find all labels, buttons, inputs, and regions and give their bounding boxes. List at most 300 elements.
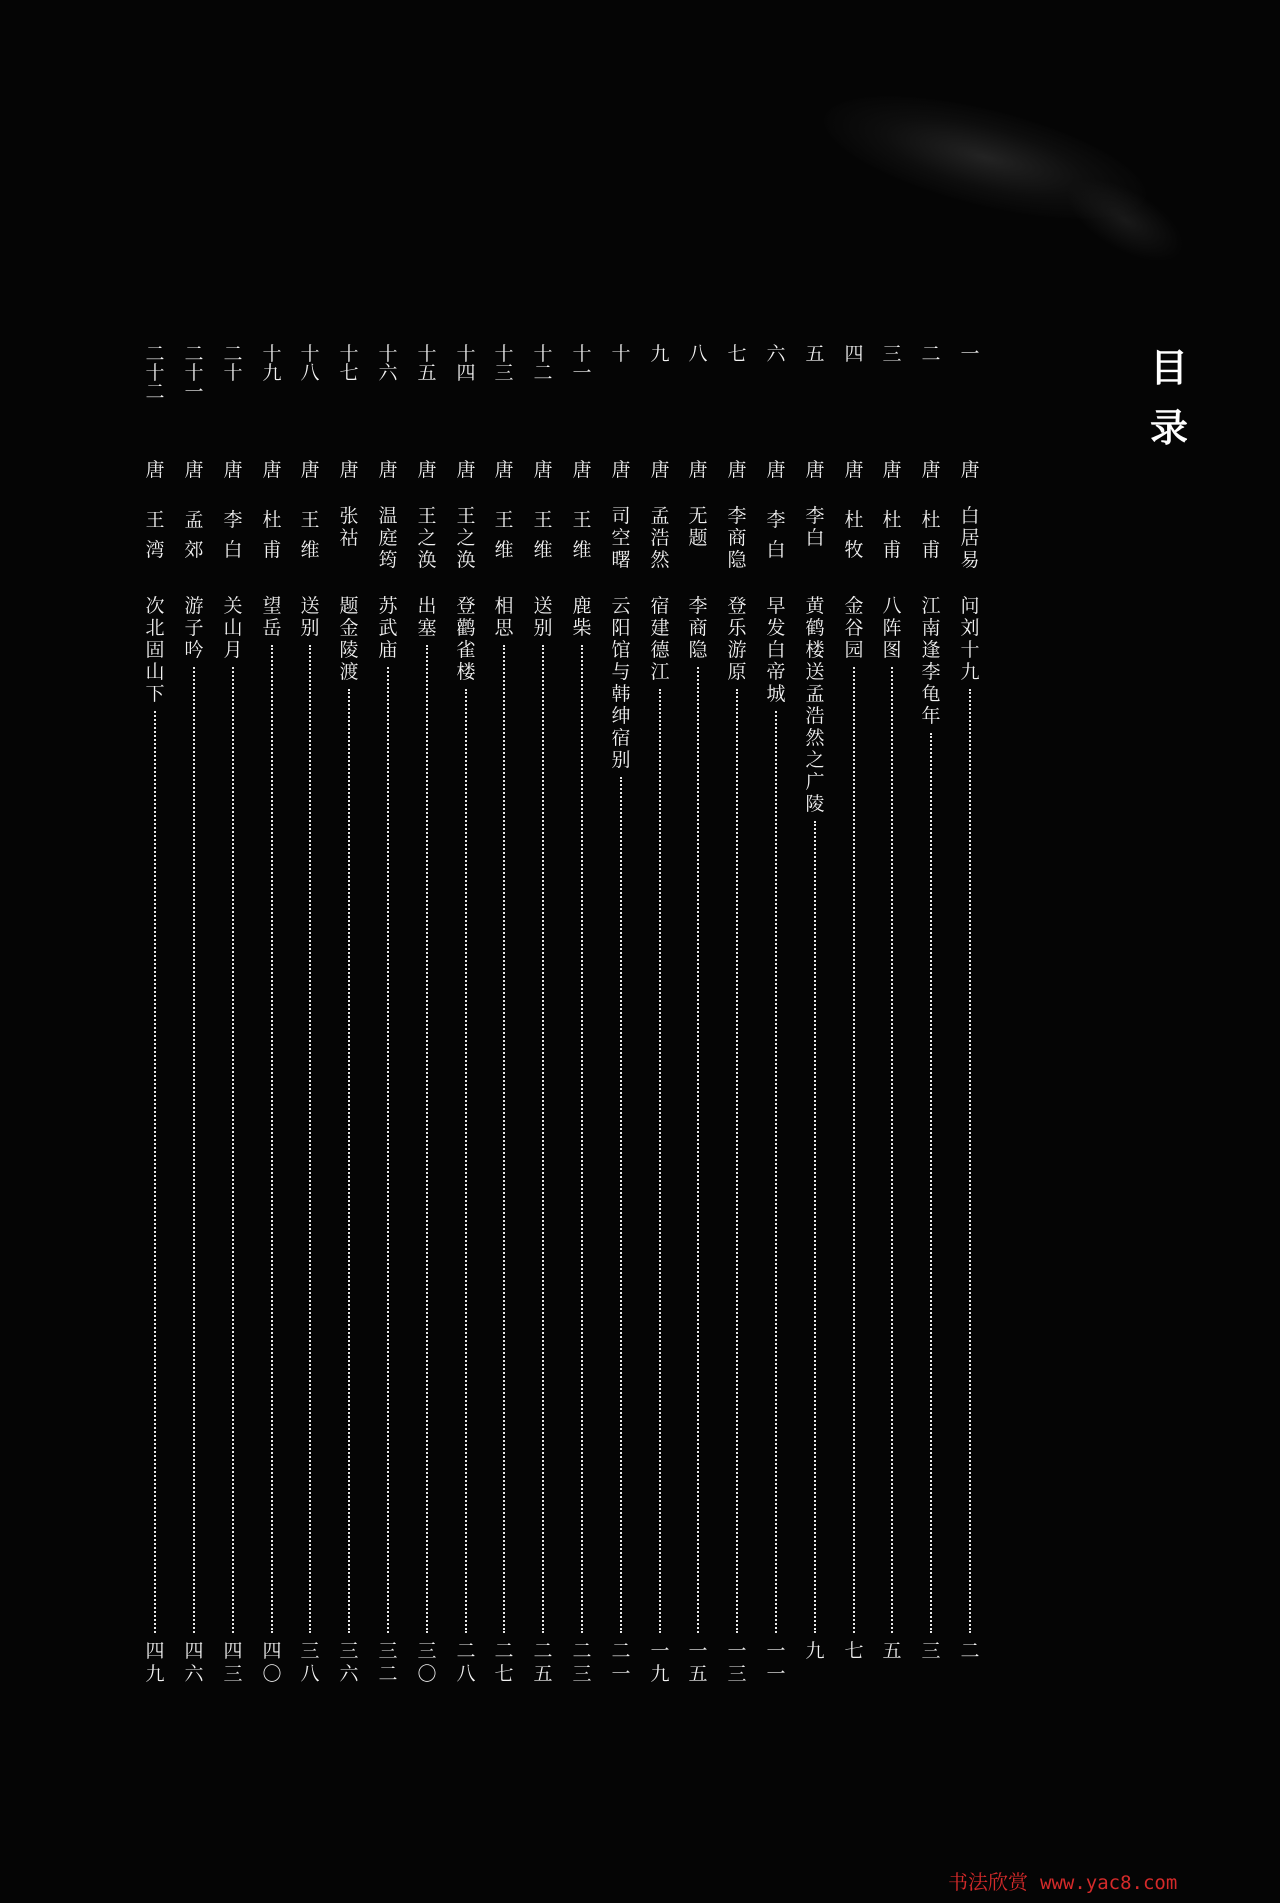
toc-entry[interactable] [915, 345, 947, 1690]
entry-author [954, 505, 986, 571]
toc-title [1146, 338, 1192, 458]
entry-dynasty-char: 唐 [727, 459, 747, 481]
entry-dynasty [411, 460, 443, 480]
entry-page-char: 三 [378, 1640, 398, 1662]
entry-title-char: 子 [184, 617, 204, 639]
entry-title-char: 固 [145, 639, 165, 661]
toc-entry[interactable] [760, 345, 792, 1690]
entry-author-char: 王 [456, 505, 476, 527]
entry-page-char: 四 [184, 1640, 204, 1662]
entry-title-char: 隐 [688, 639, 708, 661]
entry-dynasty [721, 460, 753, 480]
entry-title-char: 庙 [378, 639, 398, 661]
entry-author [644, 505, 676, 571]
dotted-leader [581, 645, 583, 1633]
entry-author-char: 温 [378, 505, 398, 527]
entry-title [566, 595, 598, 639]
entry-author-char: 白 [960, 505, 980, 527]
entry-number-char: 十 [378, 343, 398, 365]
toc-entry[interactable] [644, 345, 676, 1690]
entry-dynasty [333, 460, 365, 480]
toc-entry[interactable] [139, 345, 171, 1690]
entry-page-char: 二 [611, 1640, 631, 1662]
entry-author [333, 505, 365, 549]
entry-title-char: 宿 [650, 595, 670, 617]
entry-author-char: 王 [494, 509, 514, 531]
dotted-leader [348, 689, 350, 1633]
entry-page-char: 八 [300, 1663, 320, 1685]
entry-dynasty-char: 唐 [805, 459, 825, 481]
entry-title [644, 595, 676, 683]
entry-page-char: 〇 [262, 1663, 282, 1685]
dotted-leader [775, 711, 777, 1633]
toc-entry[interactable] [566, 345, 598, 1690]
entry-dynasty [178, 460, 210, 480]
dotted-leader [309, 645, 311, 1633]
entry-author-char: 王 [417, 505, 437, 527]
entry-title-char: 乐 [727, 617, 747, 639]
entry-page-char: 三 [300, 1640, 320, 1662]
entry-title-char: 柴 [572, 617, 592, 639]
dotted-leader [154, 711, 156, 1633]
entry-page-char: 九 [145, 1663, 165, 1685]
entry-author-char: 李 [766, 509, 786, 531]
entry-title-char: 渡 [339, 661, 359, 683]
entry-page-char: 三 [223, 1663, 243, 1685]
entry-author [450, 505, 482, 571]
entry-page-number [721, 1640, 753, 1686]
dotted-leader [891, 667, 893, 1633]
entry-author-char: 无 [688, 505, 708, 527]
entry-author-char: 居 [960, 527, 980, 549]
entry-number-char: 十 [417, 343, 437, 365]
entry-page-number [372, 1640, 404, 1686]
entry-title-char: 阳 [611, 617, 631, 639]
entry-title-char: 游 [727, 639, 747, 661]
entry-title [954, 595, 986, 683]
entry-title [799, 595, 831, 815]
entry-author-char: 商 [727, 527, 747, 549]
entry-number-char: 九 [262, 362, 282, 384]
entry-author [217, 505, 249, 565]
dotted-leader [465, 689, 467, 1633]
entry-number [372, 345, 404, 383]
entry-title-char: 城 [766, 683, 786, 705]
entry-number [139, 345, 171, 402]
entry-title-char: 白 [766, 639, 786, 661]
entry-dynasty [217, 460, 249, 480]
entry-page-number [333, 1640, 365, 1686]
entry-number-char: 十 [339, 343, 359, 365]
entry-page-number [256, 1640, 288, 1686]
entry-page-char: 九 [650, 1663, 670, 1685]
entry-title-char: 云 [611, 595, 631, 617]
toc-title-char: 录 [1149, 406, 1188, 450]
entry-page-number [682, 1640, 714, 1686]
toc-entry[interactable] [294, 345, 326, 1690]
entry-title-char: 孟 [805, 683, 825, 705]
entry-number [450, 345, 482, 383]
entry-number-char: 八 [688, 343, 708, 365]
entry-author-char: 郊 [184, 539, 204, 561]
entry-author [566, 505, 598, 565]
entry-author-char: 孟 [184, 509, 204, 531]
entry-title-char: 刘 [960, 617, 980, 639]
entry-author-char: 空 [611, 527, 631, 549]
entry-dynasty-char: 唐 [650, 459, 670, 481]
entry-author-char: 之 [417, 527, 437, 549]
entry-page-number [450, 1640, 482, 1686]
entry-page-number [488, 1640, 520, 1686]
entry-title-char: 送 [533, 595, 553, 617]
entry-author-char: 王 [145, 509, 165, 531]
entry-title [760, 595, 792, 705]
entry-number [294, 345, 326, 383]
entry-title-char: 广 [805, 771, 825, 793]
entry-title-char: 别 [300, 617, 320, 639]
entry-author-char: 隐 [727, 549, 747, 571]
entry-title-char: 李 [688, 595, 708, 617]
entry-number-char: 十 [262, 343, 282, 365]
entry-dynasty-char: 唐 [417, 459, 437, 481]
entry-title-char: 谷 [844, 617, 864, 639]
entry-title-char: 李 [921, 661, 941, 683]
entry-number [644, 345, 676, 364]
entry-page-char: 三 [339, 1640, 359, 1662]
entry-number-char: 五 [417, 362, 437, 384]
entry-dynasty [644, 460, 676, 480]
entry-dynasty-char: 唐 [184, 459, 204, 481]
entry-title-char: 北 [145, 617, 165, 639]
entry-title [372, 595, 404, 661]
entry-title-char: 游 [184, 595, 204, 617]
toc-entry[interactable] [682, 345, 714, 1690]
entry-title-char: 关 [223, 595, 243, 617]
entry-page-char: 二 [533, 1640, 553, 1662]
entry-number [799, 345, 831, 364]
entry-author-char: 甫 [262, 539, 282, 561]
entry-number-char: 七 [727, 343, 747, 365]
entry-title-char: 题 [339, 595, 359, 617]
toc-entry[interactable] [605, 345, 637, 1690]
entry-dynasty-char: 唐 [766, 459, 786, 481]
toc-entry[interactable] [838, 345, 870, 1690]
entry-title-char: 鹳 [456, 617, 476, 639]
entry-page-char: 三 [727, 1663, 747, 1685]
entry-number-char: 二 [145, 343, 165, 365]
entry-number [566, 345, 598, 383]
entry-number [178, 345, 210, 402]
entry-title-char: 鹿 [572, 595, 592, 617]
entry-page-char: 二 [456, 1640, 476, 1662]
entry-page-char: 三 [417, 1640, 437, 1662]
entry-number-char: 一 [184, 381, 204, 403]
entry-title-char: 江 [921, 595, 941, 617]
entry-author [411, 505, 443, 571]
entry-dynasty-char: 唐 [882, 459, 902, 481]
entry-title-char: 武 [378, 617, 398, 639]
entry-page-char: 二 [378, 1663, 398, 1685]
site-watermark [948, 1866, 1177, 1895]
entry-title-char: 楼 [456, 661, 476, 683]
entry-author-char: 湾 [145, 539, 165, 561]
toc-entry[interactable] [799, 345, 831, 1690]
entry-page-char: 五 [688, 1663, 708, 1685]
entry-title-char: 月 [223, 639, 243, 661]
toc-title-char: 目 [1149, 346, 1188, 390]
entry-dynasty [450, 460, 482, 480]
dotted-leader [271, 645, 273, 1633]
entry-title-char: 阵 [882, 617, 902, 639]
entry-page-number [799, 1640, 831, 1663]
dotted-leader [426, 645, 428, 1633]
toc-entry[interactable] [450, 345, 482, 1690]
entry-number [605, 345, 637, 364]
dotted-leader [620, 777, 622, 1633]
entry-dynasty-char: 唐 [611, 459, 631, 481]
entry-page-number [294, 1640, 326, 1686]
entry-dynasty-char: 唐 [300, 459, 320, 481]
entry-author-char: 李 [223, 509, 243, 531]
entry-title-char: 逢 [921, 639, 941, 661]
dotted-leader [736, 689, 738, 1633]
entry-title-char: 早 [766, 595, 786, 617]
entry-title-char: 宿 [611, 727, 631, 749]
entry-page-char: 六 [184, 1663, 204, 1685]
entry-author-char: 司 [611, 505, 631, 527]
dotted-leader [814, 821, 816, 1633]
entry-title-char: 金 [844, 595, 864, 617]
entry-dynasty [682, 460, 714, 480]
toc-entry[interactable] [954, 345, 986, 1690]
entry-title-char: 馆 [611, 639, 631, 661]
entry-number-char: 二 [223, 343, 243, 365]
entry-author-char: 维 [494, 539, 514, 561]
entry-title [488, 595, 520, 639]
entry-author-char: 杜 [882, 509, 902, 531]
entry-number [333, 345, 365, 383]
entry-author [915, 505, 947, 565]
entry-title-char: 然 [805, 727, 825, 749]
entry-number [256, 345, 288, 383]
entry-page-char: 一 [766, 1640, 786, 1662]
entry-dynasty [527, 460, 559, 480]
entry-title [294, 595, 326, 639]
entry-page-char: 八 [456, 1663, 476, 1685]
entry-page-number [876, 1640, 908, 1663]
entry-title-char: 别 [611, 749, 631, 771]
entry-number [760, 345, 792, 364]
entry-title-char: 原 [727, 661, 747, 683]
entry-author [139, 505, 171, 565]
entry-number-char: 十 [184, 362, 204, 384]
dotted-leader [387, 667, 389, 1633]
entry-page-number [838, 1640, 870, 1663]
entry-page-number [217, 1640, 249, 1686]
entry-dynasty-char: 唐 [960, 459, 980, 481]
entry-author [372, 505, 404, 571]
entry-dynasty-char: 唐 [921, 459, 941, 481]
entry-author-char: 张 [339, 505, 359, 527]
entry-author [876, 505, 908, 565]
entry-title [838, 595, 870, 661]
entry-number-char: 十 [494, 343, 514, 365]
entry-number-char: 一 [572, 362, 592, 384]
entry-title-char: 鹤 [805, 617, 825, 639]
entry-number [838, 345, 870, 364]
entry-number-char: 三 [494, 362, 514, 384]
entry-author-char: 王 [533, 509, 553, 531]
entry-author-char: 白 [223, 539, 243, 561]
entry-author-char: 涣 [417, 549, 437, 571]
entry-page-char: 一 [688, 1640, 708, 1662]
entry-dynasty [799, 460, 831, 480]
entry-title-char: 雀 [456, 639, 476, 661]
entry-title-char: 塞 [417, 617, 437, 639]
entry-title-char: 德 [650, 639, 670, 661]
entry-dynasty-char: 唐 [456, 459, 476, 481]
dotted-leader [193, 667, 195, 1633]
entry-number-char: 十 [533, 343, 553, 365]
entry-dynasty [876, 460, 908, 480]
entry-page-char: 七 [494, 1663, 514, 1685]
entry-number [915, 345, 947, 364]
entry-author-char: 祜 [339, 527, 359, 549]
entry-dynasty [954, 460, 986, 480]
entry-number-char: 六 [378, 362, 398, 384]
entry-title-char: 建 [650, 617, 670, 639]
entry-title-char: 楼 [805, 639, 825, 661]
watermark-name: 书法欣赏 [948, 1870, 1028, 1894]
toc-entry[interactable] [178, 345, 210, 1690]
entry-title-char: 问 [960, 595, 980, 617]
entry-title-char: 思 [494, 617, 514, 639]
entry-author-char: 维 [572, 539, 592, 561]
entry-author-char: 孟 [650, 505, 670, 527]
entry-dynasty-char: 唐 [572, 459, 592, 481]
entry-number-char: 五 [805, 343, 825, 365]
dotted-leader [542, 645, 544, 1633]
entry-page-char: 四 [145, 1640, 165, 1662]
entry-page-char: 二 [572, 1640, 592, 1662]
entry-author-char: 李 [805, 505, 825, 527]
entry-author [682, 505, 714, 549]
entry-author-char: 王 [572, 509, 592, 531]
toc-entry[interactable] [256, 345, 288, 1690]
entry-title [411, 595, 443, 639]
entry-title-char: 望 [262, 595, 282, 617]
entry-number-char: 一 [960, 343, 980, 365]
entry-author [760, 505, 792, 565]
entry-page-char: 七 [844, 1640, 864, 1662]
entry-number-char: 二 [921, 343, 941, 365]
entry-title [527, 595, 559, 639]
entry-number-char: 十 [145, 362, 165, 384]
entry-number-char: 四 [456, 362, 476, 384]
entry-number-char: 十 [223, 362, 243, 384]
entry-page-char: 三 [572, 1663, 592, 1685]
entry-author [799, 505, 831, 549]
entry-author [488, 505, 520, 565]
entry-title-char: 陵 [339, 639, 359, 661]
entry-dynasty-char: 唐 [844, 459, 864, 481]
entry-title [876, 595, 908, 661]
entry-author-char: 白 [805, 527, 825, 549]
entry-dynasty-char: 唐 [145, 459, 165, 481]
entry-title-char: 南 [921, 617, 941, 639]
toc-entry[interactable] [217, 345, 249, 1690]
entry-page-number [178, 1640, 210, 1686]
entry-title [256, 595, 288, 639]
entry-author-char: 维 [300, 539, 320, 561]
entry-number-char: 四 [844, 343, 864, 365]
entry-dynasty [760, 460, 792, 480]
entry-dynasty-char: 唐 [688, 459, 708, 481]
entry-author-char: 浩 [650, 527, 670, 549]
entry-author-char: 牧 [844, 539, 864, 561]
entry-author [838, 505, 870, 565]
entry-title-char: 下 [145, 683, 165, 705]
entry-page-char: 九 [805, 1640, 825, 1662]
entry-author-char: 易 [960, 549, 980, 571]
entry-title-char: 与 [611, 661, 631, 683]
entry-title-char: 图 [882, 639, 902, 661]
toc-entry[interactable] [721, 345, 753, 1690]
entry-dynasty [605, 460, 637, 480]
entry-title-char: 龟 [921, 683, 941, 705]
entry-title [333, 595, 365, 683]
watermark-url: www.yac8.com [1040, 1872, 1178, 1894]
entry-author-char: 杜 [262, 509, 282, 531]
entry-number-char: 二 [184, 343, 204, 365]
toc-entry[interactable] [876, 345, 908, 1690]
entry-title-char: 年 [921, 705, 941, 727]
entry-number-char: 九 [650, 343, 670, 365]
entry-dynasty [372, 460, 404, 480]
entry-author-char: 王 [300, 509, 320, 531]
dotted-leader [930, 733, 932, 1633]
toc-entry[interactable] [488, 345, 520, 1690]
entry-title-char: 之 [805, 749, 825, 771]
entry-title [178, 595, 210, 661]
entry-number-char: 六 [766, 343, 786, 365]
entry-title-char: 九 [960, 661, 980, 683]
entry-author-char: 甫 [882, 539, 902, 561]
entry-number [527, 345, 559, 383]
entry-author-char: 维 [533, 539, 553, 561]
entry-number [217, 345, 249, 383]
toc-entry[interactable] [333, 345, 365, 1690]
entry-page-number [915, 1640, 947, 1663]
toc-entry[interactable] [527, 345, 559, 1690]
entry-number-char: 二 [533, 362, 553, 384]
entry-number [682, 345, 714, 364]
entry-title [605, 595, 637, 771]
entry-author-char: 杜 [844, 509, 864, 531]
entry-author [605, 505, 637, 571]
entry-title-char: 登 [727, 595, 747, 617]
dotted-leader [697, 667, 699, 1633]
entry-title-char: 十 [960, 639, 980, 661]
toc-entry[interactable] [372, 345, 404, 1690]
toc-entry[interactable] [411, 345, 443, 1690]
entry-title-char: 黄 [805, 595, 825, 617]
entry-author-char: 曙 [611, 549, 631, 571]
entry-page-number [954, 1640, 986, 1663]
entry-number-char: 八 [300, 362, 320, 384]
entry-title-char: 江 [650, 661, 670, 683]
entry-author-char: 甫 [921, 539, 941, 561]
